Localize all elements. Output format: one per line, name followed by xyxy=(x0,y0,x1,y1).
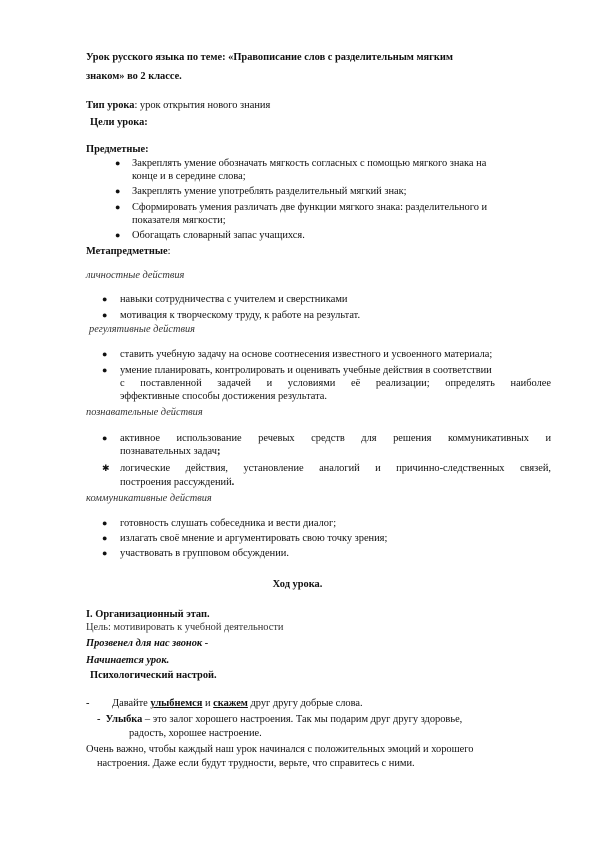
bullet-icon: ● xyxy=(102,294,108,304)
star-bullet-icon: ✱ xyxy=(102,463,110,473)
stage1-heading: I. Организационный этап. xyxy=(86,609,210,620)
meta-heading xyxy=(86,245,170,258)
lesson-type-sep: : xyxy=(134,100,138,111)
cognitive-item-1-line-1: активное использование речевых средств для решения коммуникативных и xyxy=(120,433,551,444)
subject-item-1-line-2: конце и в середине слова; xyxy=(132,171,246,182)
subject-item-3-line-2: показателя мягкости; xyxy=(132,215,226,226)
regulative-item-1: ставить учебную задачу на основе соотнесения известного и усвоенного материала; xyxy=(120,349,493,360)
smile2-rest: – это залог хорошего настроения. Так мы подарим друг другу здоровье, xyxy=(142,714,463,725)
cognitive-heading: познавательные действия xyxy=(86,407,203,418)
communicative-item-3: участвовать в групповом обсуждении. xyxy=(120,548,289,559)
cognitive-item-2-punct: . xyxy=(231,477,235,488)
lesson-type-value: урок открытия нового знания xyxy=(137,100,271,111)
verse-line-1: Прозвенел для нас звонок - xyxy=(86,638,209,649)
title-line-2: знаком» во 2 классе. xyxy=(86,71,182,82)
course-heading: Ход урока. xyxy=(272,579,323,590)
communicative-item-1: готовность слушать собеседника и вести диалог; xyxy=(120,518,337,529)
regulative-item-2-line-2: с поставленной задачей и условиями её реализации; определять наиболее xyxy=(120,378,551,389)
regulative-heading: регулятивные действия xyxy=(89,324,196,335)
bullet-icon: ● xyxy=(115,158,121,168)
smile-text-3: друг другу добрые слова. xyxy=(247,698,363,709)
smile2-line-2: радость, хорошее настроение. xyxy=(129,728,262,739)
communicative-item-2: излагать своё мнение и аргументировать свою точку зрения; xyxy=(120,533,388,544)
smile-text-1: Давайте xyxy=(112,698,151,709)
subject-item-1-line-1: Закреплять умение обозначать мягкость согласных с помощью мягкого знака на xyxy=(132,158,487,169)
cognitive-item-2-line-2 xyxy=(120,476,234,489)
bullet-icon: ● xyxy=(102,310,108,320)
smile-dash: - xyxy=(86,698,90,709)
cognitive-item-1-punct: ; xyxy=(216,446,221,457)
bullet-icon: ● xyxy=(102,433,108,443)
closing-line-1: Очень важно, чтобы каждый наш урок начинался с положительных эмоций и хорошего xyxy=(86,744,474,755)
communicative-heading: коммуникативные действия xyxy=(86,493,212,504)
closing-line-2: настроения. Даже если будут трудности, верьте, что справитесь с ними. xyxy=(97,758,415,769)
personal-item-2: мотивация к творческому труду, к работе на результат. xyxy=(120,310,361,321)
bullet-icon: ● xyxy=(102,548,108,558)
bullet-icon: ● xyxy=(102,518,108,528)
bullet-icon: ● xyxy=(115,202,121,212)
bullet-icon: ● xyxy=(102,533,108,543)
meta-label: Метапредметные xyxy=(86,246,168,257)
subject-item-4: Обогащать словарный запас учащихся. xyxy=(132,230,305,241)
verse-line-2: Начинается урок. xyxy=(86,655,170,666)
personal-heading: личностные действия xyxy=(86,270,185,281)
regulative-item-2-line-1: умение планировать, контролировать и оценивать учебные действия в соответствии xyxy=(120,365,492,376)
smile2-dash: - xyxy=(97,714,101,725)
mood-heading: Психологический настрой. xyxy=(90,670,217,681)
cognitive-item-1-line-2 xyxy=(120,445,220,458)
goals-label: Цели урока: xyxy=(90,117,148,128)
meta-sep: : xyxy=(167,246,171,257)
smile-word-2: скажем xyxy=(213,698,248,709)
smile2-word: Улыбка xyxy=(105,714,143,725)
cognitive-item-1-text: познавательных задач xyxy=(120,446,217,457)
smile-text-2: и xyxy=(202,698,214,709)
personal-item-1: навыки сотрудничества с учителем и сверстниками xyxy=(120,294,348,305)
regulative-item-2-line-3: эффективные способы достижения результата. xyxy=(120,391,327,402)
subject-heading: Предметные: xyxy=(86,144,149,155)
smile-word-1: улыбнемся xyxy=(150,698,203,709)
bullet-icon: ● xyxy=(115,230,121,240)
bullet-icon: ● xyxy=(115,186,121,196)
title-line-1: Урок русского языка по теме: «Правописание слов с разделительным мягким xyxy=(86,52,453,63)
bullet-icon: ● xyxy=(102,365,108,375)
bullet-icon: ● xyxy=(102,349,108,359)
subject-item-3-line-1: Сформировать умения различать две функции мягкого знака: разделительного и xyxy=(132,202,488,213)
subject-item-2: Закреплять умение употреблять разделительный мягкий знак; xyxy=(132,186,407,197)
lesson-type-label: Тип урока xyxy=(86,100,135,111)
lesson-type xyxy=(86,99,270,112)
stage1-goal: Цель: мотивировать к учебной деятельности xyxy=(86,622,284,633)
smile2-line-1 xyxy=(97,713,462,726)
cognitive-item-2-line-1: логические действия, установление аналогий и причинно-следственных связей, xyxy=(120,463,551,474)
smile-line xyxy=(112,697,363,710)
cognitive-item-2-text: построения рассуждений xyxy=(120,477,232,488)
